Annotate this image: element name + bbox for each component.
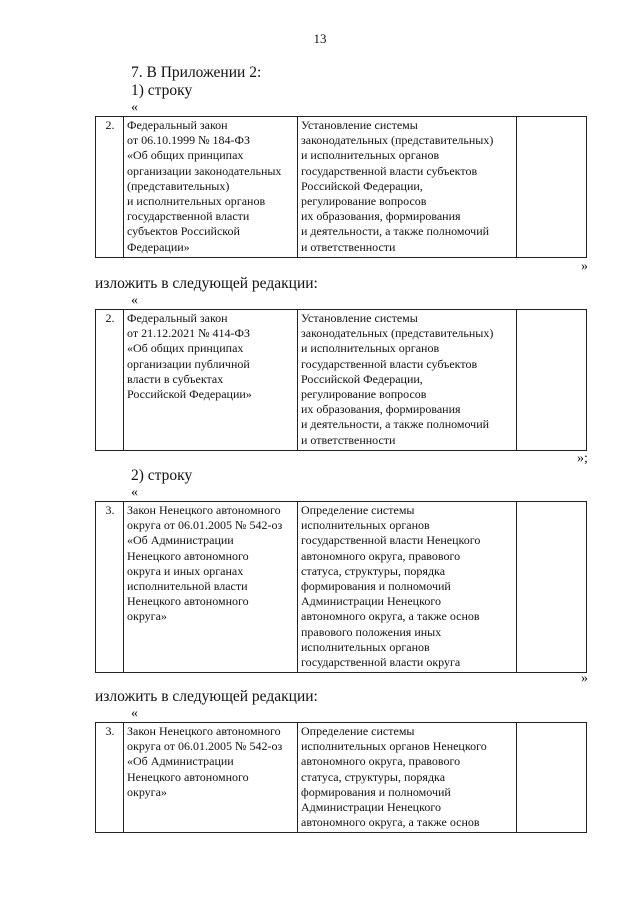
- subject-line: и деятельности, а также полномочий: [301, 417, 490, 432]
- table-row: [96, 502, 587, 673]
- act-line: Федеральный закон: [127, 311, 228, 325]
- act-line: от 21.12.2021 № 414-ФЗ: [127, 326, 251, 341]
- act-line: субъектов Российской: [127, 224, 240, 239]
- act-line: власти в субъектах: [127, 371, 224, 386]
- subject-line: формирования и полномочий: [301, 579, 451, 594]
- act-line: «Об Администрации: [127, 754, 234, 769]
- subject-line: Определение системы: [301, 724, 415, 738]
- act-line: организации законодательных: [127, 163, 282, 178]
- empty-cell: [517, 502, 587, 673]
- act-line: «Об общих принципах: [127, 341, 244, 356]
- act-line: Закон Ненецкого автономного: [127, 724, 281, 738]
- act-line: Ненецкого автономного: [127, 548, 249, 563]
- act-line: «Об общих принципах: [127, 148, 244, 163]
- act-line: исполнительной власти: [127, 579, 248, 594]
- page-number: 13: [313, 31, 327, 46]
- subject-line: и деятельности, а также полномочий: [301, 224, 490, 239]
- subject-line: исполнительных органов: [301, 518, 430, 533]
- act-line: «Об Администрации: [127, 533, 234, 548]
- subject-line: государственной власти Ненецкого: [301, 533, 481, 548]
- act-line: (представительных): [127, 178, 230, 193]
- table-new-row-3: [95, 722, 587, 833]
- act-line: государственной власти: [127, 209, 250, 224]
- subject-cell: [298, 310, 517, 451]
- close-quote-semicolon: »;: [577, 451, 588, 466]
- subject-line: исполнительных органов Ненецкого: [301, 739, 487, 754]
- subject-line: и исполнительных органов: [301, 341, 440, 356]
- act-line: Российской Федерации»: [127, 387, 252, 402]
- subject-line: Установление системы: [301, 118, 418, 132]
- empty-cell: [517, 117, 587, 258]
- act-line: Закон Ненецкого автономного: [127, 503, 281, 517]
- subject-line: государственной власти округа: [301, 655, 461, 670]
- act-line: округа»: [127, 609, 167, 624]
- subject-line: автономного округа, а также основ: [301, 609, 480, 624]
- act-line: Федеральный закон: [127, 118, 228, 132]
- subject-line: статуса, структуры, порядка: [301, 769, 446, 784]
- restate-text-2: изложить в следующей редакции:: [95, 688, 318, 705]
- restate-text-1: изложить в следующей редакции:: [95, 275, 318, 292]
- act-line: Ненецкого автономного: [127, 769, 249, 784]
- table-row: [96, 310, 587, 451]
- subheading-1: 1) строку: [131, 82, 193, 99]
- subject-line: Определение системы: [301, 503, 415, 517]
- empty-cell: [517, 723, 587, 833]
- subject-line: Российской Федерации,: [301, 178, 423, 193]
- table-old-row-3: [95, 501, 587, 673]
- subject-line: их образования, формирования: [301, 209, 461, 224]
- act-line: округа от 06.01.2005 № 542-оз: [127, 518, 283, 533]
- act-line: округа и иных органах: [127, 563, 244, 578]
- subheading-2: 2) строку: [131, 467, 193, 484]
- subject-line: Российской Федерации,: [301, 371, 423, 386]
- close-quote-1: »: [581, 259, 588, 274]
- row-number: 3.: [96, 723, 124, 833]
- open-quote-2: «: [131, 293, 138, 308]
- subject-line: их образования, формирования: [301, 402, 461, 417]
- act-line: Федерации»: [127, 239, 190, 254]
- act-line: округа от 06.01.2005 № 542-оз: [127, 739, 283, 754]
- subject-line: и ответственности: [301, 432, 396, 447]
- subject-cell: [298, 723, 517, 833]
- subject-line: автономного округа, а также основ: [301, 815, 480, 830]
- subject-line: правового положения иных: [301, 624, 442, 639]
- subject-cell: [298, 502, 517, 673]
- subject-line: законодательных (представительных): [301, 326, 494, 341]
- act-line: округа»: [127, 784, 167, 799]
- open-quote-4: «: [131, 706, 138, 721]
- subject-cell: [298, 117, 517, 258]
- open-quote-1: «: [131, 100, 138, 115]
- subject-line: формирования и полномочий: [301, 784, 451, 799]
- section-heading: 7. В Приложении 2:: [131, 64, 262, 81]
- act-cell: [124, 310, 298, 451]
- subject-line: исполнительных органов: [301, 639, 430, 654]
- table-row: [96, 117, 587, 258]
- row-number: 3.: [96, 502, 124, 673]
- subject-line: регулирование вопросов: [301, 387, 427, 402]
- subject-line: автономного округа, правового: [301, 548, 461, 563]
- subject-line: и исполнительных органов: [301, 148, 440, 163]
- subject-line: Установление системы: [301, 311, 418, 325]
- act-line: Ненецкого автономного: [127, 594, 249, 609]
- table-row: [96, 723, 587, 833]
- subject-line: Администрации Ненецкого: [301, 800, 441, 815]
- subject-line: государственной власти субъектов: [301, 356, 478, 371]
- act-line: и исполнительных органов: [127, 194, 266, 209]
- act-cell: [124, 502, 298, 673]
- act-line: от 06.10.1999 № 184-ФЗ: [127, 133, 251, 148]
- open-quote-3: «: [131, 485, 138, 500]
- subject-line: регулирование вопросов: [301, 194, 427, 209]
- act-cell: [124, 723, 298, 833]
- table-new-row-2: [95, 309, 587, 451]
- subject-line: Администрации Ненецкого: [301, 594, 441, 609]
- subject-line: законодательных (представительных): [301, 133, 494, 148]
- act-cell: [124, 117, 298, 258]
- table-old-row-2: [95, 116, 587, 258]
- subject-line: статуса, структуры, порядка: [301, 563, 446, 578]
- row-number: 2.: [96, 310, 124, 451]
- subject-line: государственной власти субъектов: [301, 163, 478, 178]
- row-number: 2.: [96, 117, 124, 258]
- subject-line: и ответственности: [301, 239, 396, 254]
- act-line: организации публичной: [127, 356, 250, 371]
- close-quote-3: »: [581, 671, 588, 686]
- subject-line: автономного округа, правового: [301, 754, 461, 769]
- empty-cell: [517, 310, 587, 451]
